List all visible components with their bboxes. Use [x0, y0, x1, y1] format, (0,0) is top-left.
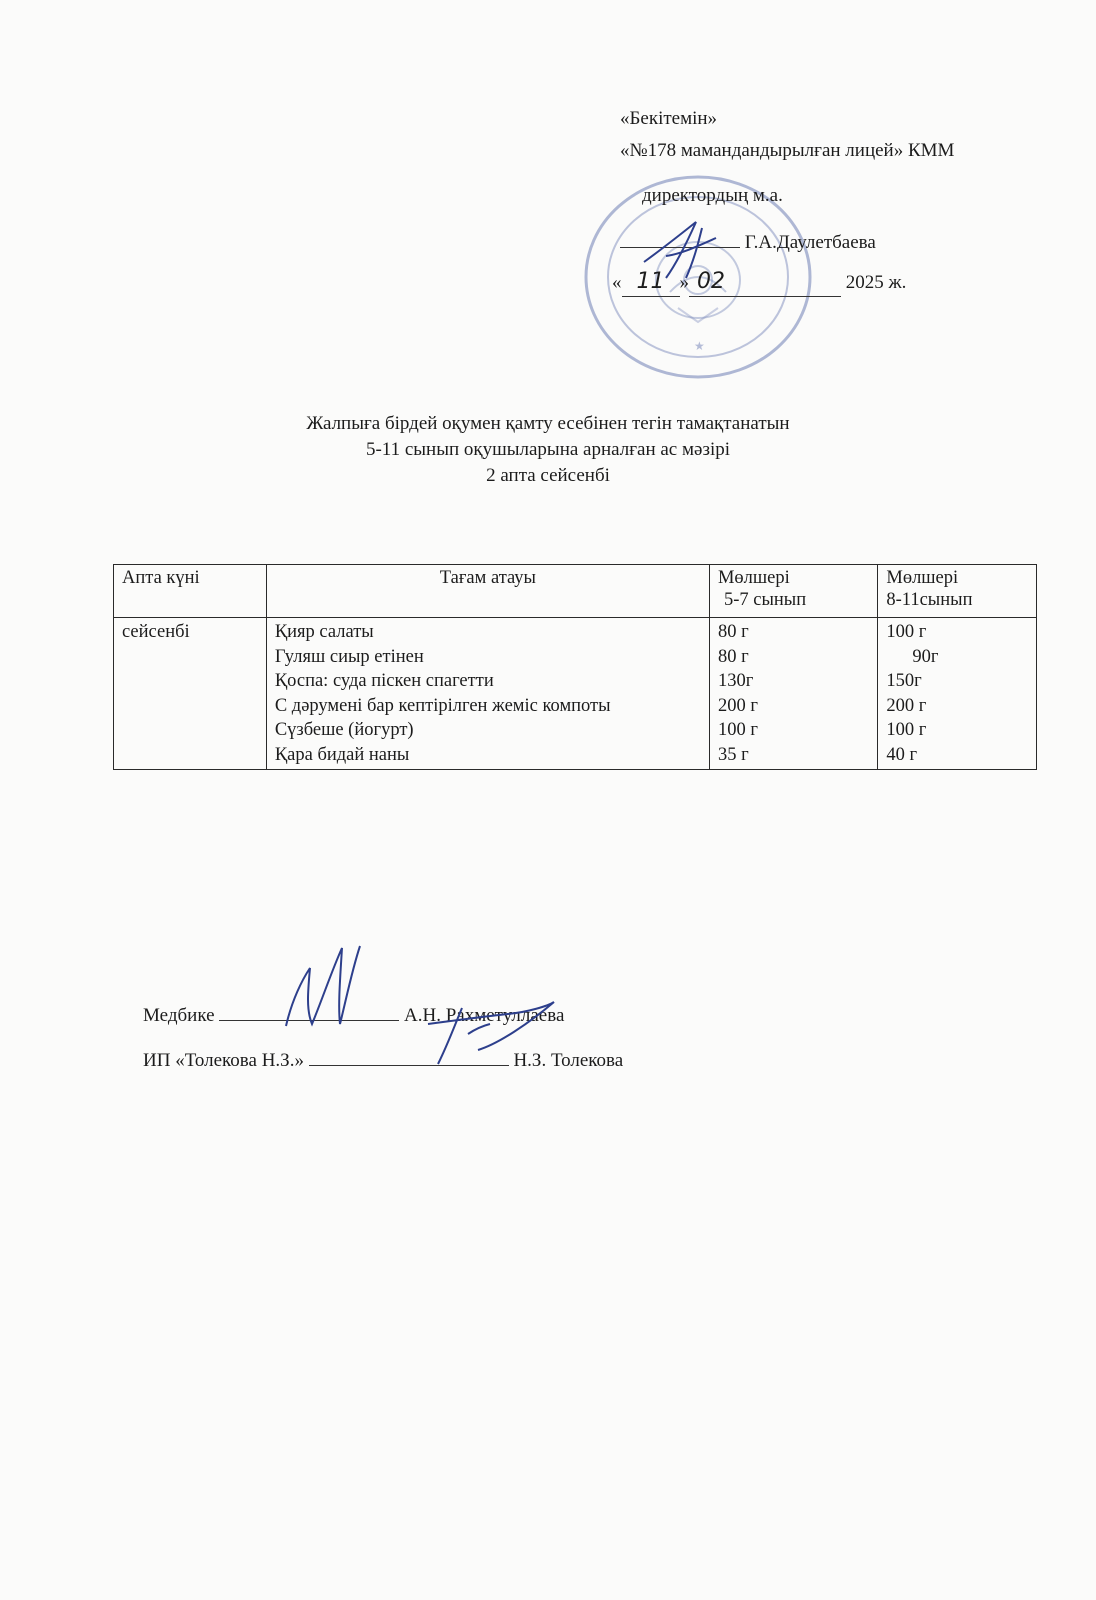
dish-item: Гуляш сиыр етінен: [274, 646, 424, 667]
day-cell: сейсенбі: [114, 618, 267, 770]
svg-text:★: ★: [694, 339, 705, 353]
qty-5-7-value: 130г: [717, 671, 754, 691]
date-day: 11: [636, 269, 665, 294]
document-title: [0, 411, 1096, 489]
qty-8-11-value: 100 г: [886, 720, 927, 740]
approval-organization: «№178 мамандандырылған лицей» КММ: [620, 140, 955, 161]
header-qty-8-11: [878, 565, 1037, 618]
date-year: 2025 ж.: [845, 272, 907, 293]
qty-8-11-value: 90г: [912, 646, 939, 667]
approval-heading: «Бекітемін»: [620, 108, 718, 129]
table-row: [114, 618, 1037, 770]
approval-signer: Г.А.Даулетбаева: [744, 232, 876, 253]
nurse-signature: [272, 940, 372, 1040]
qty-8-11-value: 200 г: [886, 695, 927, 716]
dishes-cell: [266, 618, 709, 770]
header-qty-8-11-title: Мөлшері: [886, 568, 959, 588]
director-signature: [636, 216, 726, 286]
header-qty-5-7-grade: 5-7 сынып: [723, 590, 807, 610]
qty-5-7-value: 80 г: [717, 646, 749, 667]
title-line-1: Жалпыға бірдей оқумен қамту есебінен тегін тамақтанатын: [306, 413, 790, 434]
qty-8-11-value: 150г: [886, 671, 922, 691]
date-month: 02: [697, 269, 725, 294]
header-qty-5-7-title: Мөлшері: [717, 568, 790, 588]
qty-5-7-cell: [709, 618, 877, 770]
table-header-row: [114, 565, 1037, 618]
dish-item: С дәрумені бар кептірілген жеміс компоты: [274, 695, 611, 716]
menu-table: [113, 564, 1037, 770]
qty-8-11-value: 40 г: [886, 744, 918, 765]
qty-8-11-value: 100 г: [886, 622, 927, 642]
dish-item: Қияр салаты: [274, 622, 374, 642]
qty-5-7-value: 35 г: [717, 744, 749, 765]
dish-item: Қоспа: суда піскен спагетти: [274, 671, 494, 691]
nurse-name: А.Н. Рахметуллаева: [404, 1005, 565, 1026]
dish-item: Қара бидай наны: [274, 744, 410, 765]
header-qty-8-11-grade: 8-11сынып: [886, 590, 973, 610]
date-open-quote: «: [612, 272, 622, 293]
header-day: Апта күні: [114, 565, 267, 618]
title-line-2: 5-11 сынып оқушыларына арналған ас мәзірі: [365, 439, 731, 460]
ip-signature: [408, 994, 558, 1074]
qty-5-7-value: 100 г: [717, 720, 758, 740]
approval-position: директордың м.а.: [642, 185, 783, 206]
qty-5-7-value: 200 г: [717, 695, 758, 716]
qty-5-7-value: 80 г: [717, 622, 749, 642]
title-line-3: 2 апта сейсенбі: [486, 465, 610, 486]
dish-item: Сүзбеше (йогурт): [274, 720, 414, 740]
header-qty-5-7: [709, 565, 877, 618]
header-dish: Тағам атауы: [266, 565, 709, 618]
ip-name: Н.З. Толекова: [513, 1050, 624, 1071]
nurse-label: Медбике: [143, 1005, 215, 1026]
date-close-quote: »: [679, 272, 689, 293]
qty-8-11-cell: [878, 618, 1037, 770]
ip-label: ИП «Толекова Н.З.»: [143, 1050, 304, 1071]
